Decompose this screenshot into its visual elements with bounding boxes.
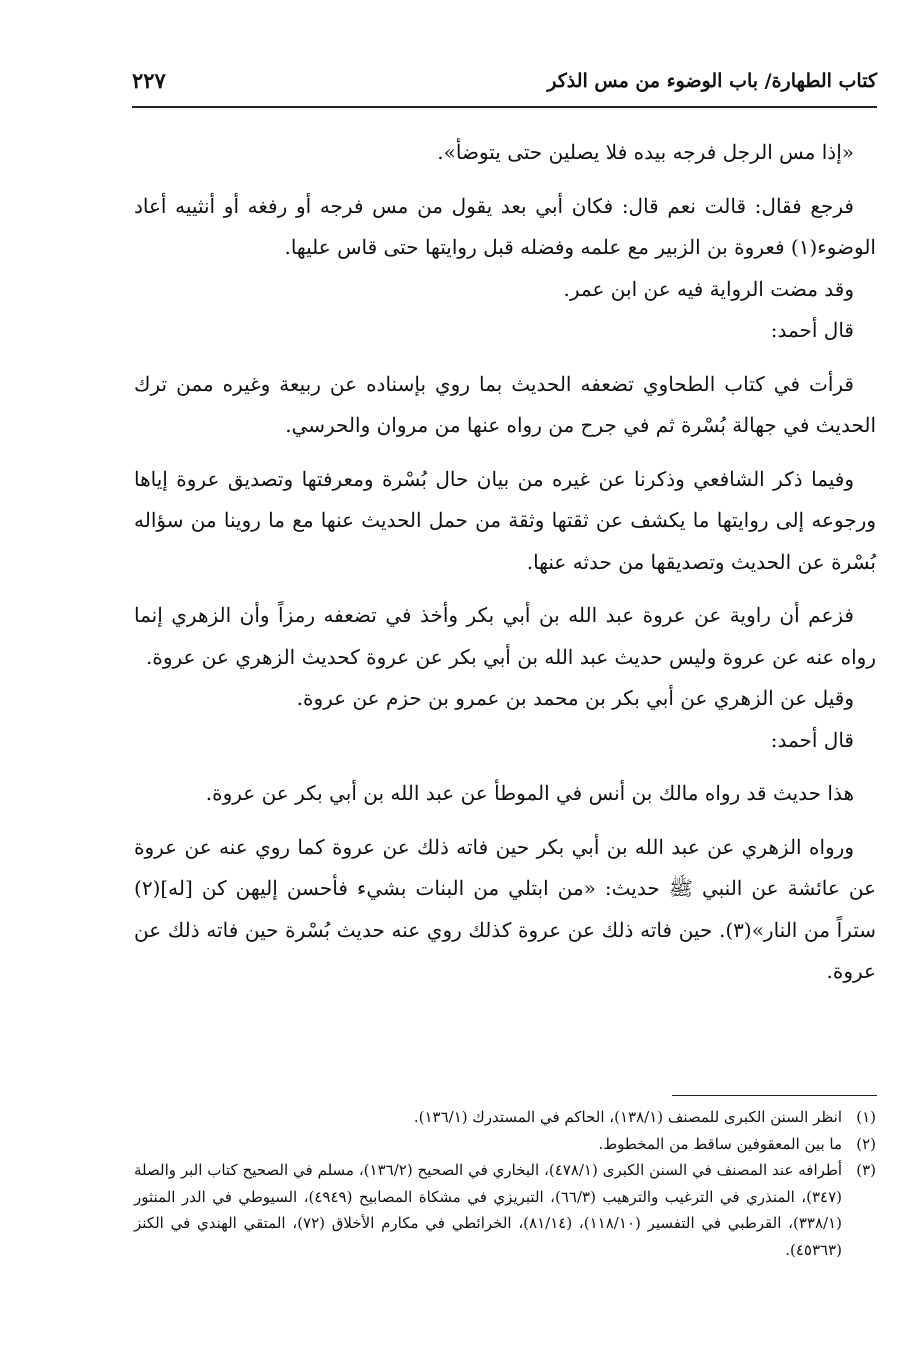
running-header: [132, 66, 877, 106]
paragraph: قال أحمد:: [770, 727, 854, 752]
footnote-number: (٢): [856, 1134, 876, 1153]
page-number: ٢٢٧: [132, 68, 166, 93]
footnote-rule: [672, 1095, 877, 1096]
paragraph: فزعم أن راوية عن عروة عبد الله بن أبي بكر وأخذ في تضعفه رمزاً وأن الزهري إنما رواه عنه عن عروة وليس حديث عبد الله بن أبي بكر عن عروة كحديث الزهري عن عروة.: [134, 603, 876, 669]
main-text: [134, 132, 876, 993]
footnote-number: (٣): [856, 1161, 876, 1179]
paragraph: هذا حديث قد رواه مالك بن أنس في الموطأ عن عبد الله بن أبي بكر عن عروة.: [205, 781, 854, 805]
header-title: كتاب الطهارة/ باب الوضوء من مس الذكر: [547, 70, 877, 92]
footnote-text: انظر السنن الكبرى للمصنف (١٣٨/١)، الحاكم في المستدرك (١٣٦/١).: [413, 1108, 842, 1126]
paragraph: قرأت في كتاب الطحاوي تضعفه الحديث بما روي بإسناده عن ربيعة وغيره ممن ترك الحديث في جهالة بُسْرة ثم في جرح من رواه عنها من مروان والحرسي.: [134, 371, 876, 437]
paragraph: فرجع فقال: قالت نعم قال: فكان أبي بعد يقول من مس فرجه أو رفغه أو أنثييه أعاد الوضوء(١) فعروة بن الزبير مع علمه وفضله قبل روايتها حتى قاس عليها.: [134, 193, 876, 259]
footnote: [134, 1131, 876, 1158]
header-rule: [132, 106, 877, 108]
paragraph: ورواه الزهري عن عبد الله بن أبي بكر حين فاته ذلك عن عروة كما روي عنه عن عروة عن عائشة عن النبي ﷺ حديث: «من ابتلي من البنات بشيء فأحسن إليهن كن [له](٢) ستراً من النار»(٣). حين فاته ذلك عن عروة كذلك روي عنه حديث بُسْرة حين فاته ذلك عن عروة.: [134, 834, 876, 983]
paragraph: وفيما ذكر الشافعي وذكرنا عن غيره من بيان حال بُسْرة ومعرفتها وتصديق عروة إياها ورجوعه إلى روايتها ما يكشف عن ثقتها وثقة من حمل الحديث عنها مع ما روينا من سؤاله بُسْرة عن الحديث وتصديقها من حدثه عنها.: [134, 466, 876, 574]
paragraph: وقيل عن الزهري عن أبي بكر بن محمد بن عمرو بن حزم عن عروة.: [296, 686, 854, 710]
paragraph: وقد مضت الرواية فيه عن ابن عمر.: [563, 276, 854, 301]
paragraph: قال أحمد:: [770, 318, 854, 342]
paragraph: «إذا مس الرجل فرجه بيده فلا يصلين حتى يتوضأ».: [437, 140, 854, 164]
footnote: [134, 1104, 876, 1131]
footnotes: [134, 1104, 876, 1263]
footnote: [134, 1157, 876, 1263]
footnote-text: ما بين المعقوفين ساقط من المخطوط.: [598, 1134, 842, 1153]
footnote-number: (١): [856, 1108, 876, 1126]
footnote-text: أطرافه عند المصنف في السنن الكبرى (٤٧٨/١)، البخاري في الصحيح (١٣٦/٢)، مسلم في الصحيح كتاب البر والصلة (٣٤٧)، المنذري في الترغيب والترهيب (٦٦/٣)، التبريزي في مشكاة المصابيح (٤٩٤٩)، السيوطي في الدر المنثور (٣٣٨/١)، القرطبي في التفسير (١١٨/١٠)، (٨١/١٤)، الخرائطي في مكارم الأخلاق (٧٢)، المتقي الهندي في الكنز (٤٥٣٦٣).: [134, 1161, 842, 1259]
